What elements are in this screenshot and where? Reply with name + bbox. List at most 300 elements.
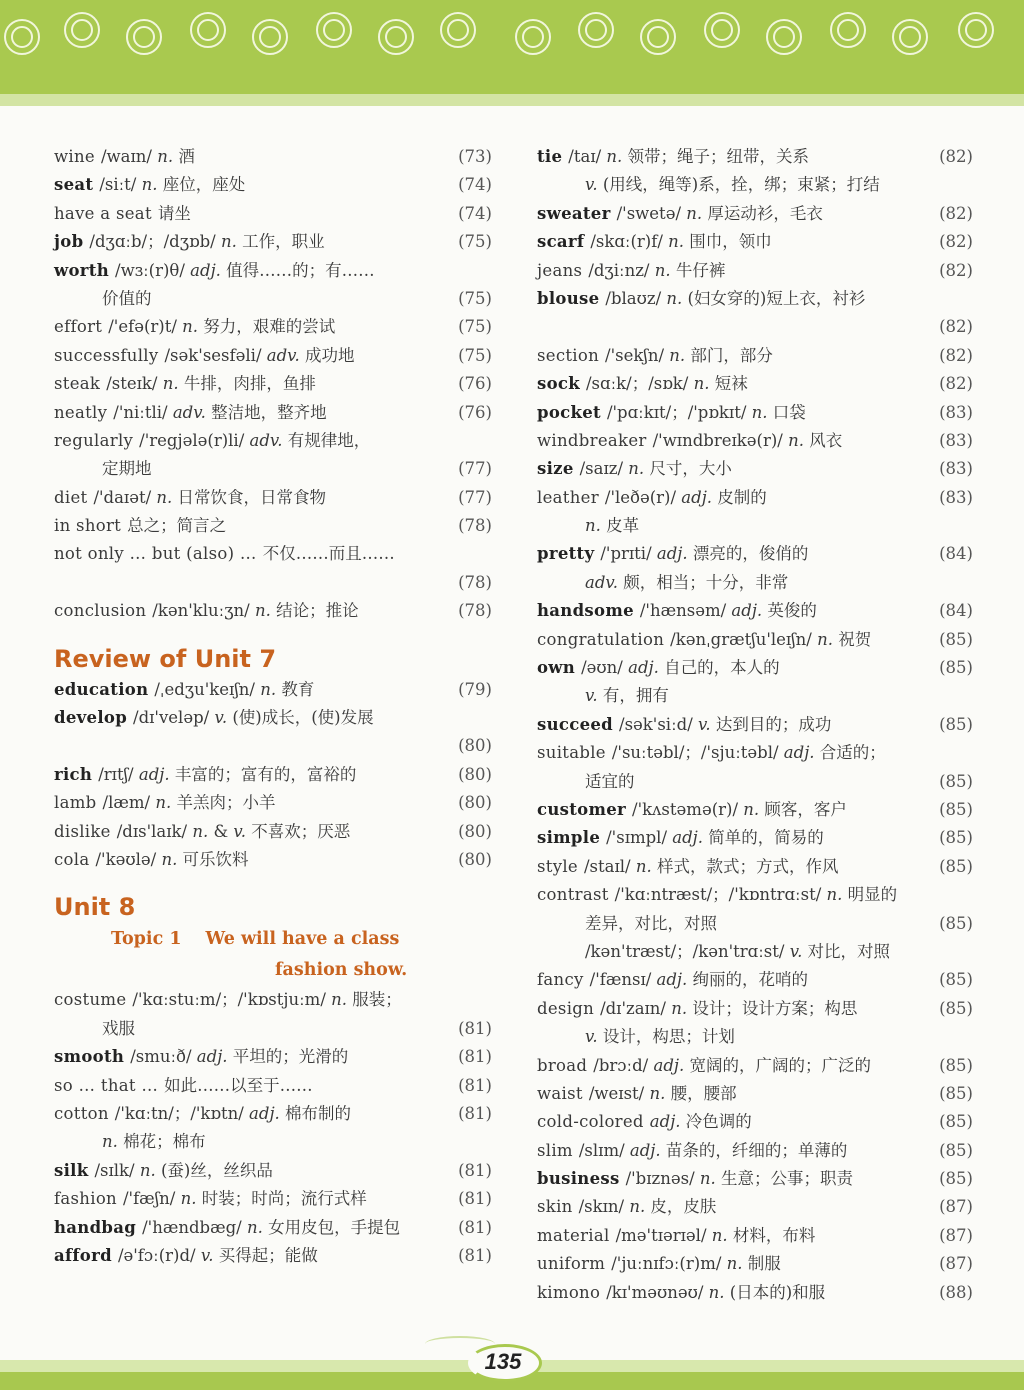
entry-word: size [537, 459, 574, 479]
part-of-speech: n. [162, 374, 179, 394]
vocabulary-entry [537, 540, 973, 568]
vocabulary-entry [537, 257, 973, 285]
vocabulary-entry [537, 313, 973, 341]
part-of-speech: n. [606, 147, 623, 166]
entry-word: own [537, 658, 576, 678]
entry-word: cotton [54, 1103, 109, 1123]
entry-definition: /'wɪndbreɪkə(r)/ n. 风衣 [652, 430, 843, 450]
vocabulary-entry [537, 853, 973, 881]
entry-page-ref: (80) [458, 736, 492, 756]
entry-definition: /rɪtʃ/ adj. 丰富的；富有的，富裕的 [98, 764, 357, 784]
part-of-speech: n. [726, 1254, 743, 1274]
entry-page-ref: (75) [458, 317, 492, 337]
entry-definition: /smuːð/ adj. 平坦的；光滑的 [130, 1047, 349, 1067]
entry-page-ref: (82) [939, 374, 973, 394]
entry-page-ref: (83) [939, 487, 973, 507]
entry-word: tie [537, 147, 563, 166]
entry-definition: /sək'siːd/ v. 达到目的；成功 [619, 714, 832, 734]
entry-definition: /waɪn/ n. 酒 [101, 147, 195, 166]
entry-page-ref: (87) [939, 1197, 973, 1217]
vocabulary-entry [54, 986, 492, 1014]
part-of-speech: n. [182, 317, 199, 337]
part-of-speech: n. [666, 288, 683, 308]
entry-definition: /slɪm/ adj. 苗条的，纤细的；单薄的 [578, 1140, 848, 1160]
vocabulary-entry [537, 966, 973, 994]
part-of-speech: n. [788, 430, 804, 450]
header-strip [0, 94, 1024, 106]
vocabulary-entry [537, 1222, 973, 1250]
entry-word: smooth [54, 1047, 125, 1067]
part-of-speech: adj. [190, 260, 221, 280]
entry-word: cold-colored [537, 1112, 644, 1132]
vocabulary-entry [54, 676, 492, 704]
ring-decoration-icon [378, 19, 414, 55]
part-of-speech: n. [668, 232, 685, 252]
part-of-speech: n. [585, 516, 601, 536]
vocabulary-entry [537, 1052, 973, 1080]
entry-word: succeed [537, 714, 614, 734]
vocabulary-entry [54, 342, 492, 370]
entry-word: job [54, 232, 84, 252]
entry-definition: v. 有，拥有 [585, 686, 669, 706]
vocabulary-entry [537, 171, 973, 199]
section-heading: Review of Unit 7 [54, 644, 277, 673]
entry-word: scarf [537, 232, 585, 252]
entry-page-ref: (77) [458, 459, 492, 479]
entry-definition: /wɜː(r)θ/ adj. 值得……的；有…… [115, 260, 375, 280]
vocabulary-entry [537, 1137, 973, 1165]
ring-decoration-icon [515, 19, 551, 55]
vocabulary-entry [54, 399, 492, 427]
part-of-speech: adv. [266, 345, 300, 365]
vocabulary-entry [537, 995, 973, 1023]
entry-definition: /dɪ'veləp/ v. (使)成长，(使)发展 [133, 708, 374, 728]
ring-decoration-icon [892, 19, 928, 55]
entry-page-ref: (74) [458, 175, 492, 195]
entry-definition: /siːt/ n. 座位，座处 [99, 175, 246, 195]
entry-page-ref: (85) [939, 1112, 973, 1132]
vocabulary-entry [537, 455, 973, 483]
entry-word: steak [54, 374, 101, 394]
part-of-speech: adj. [783, 743, 815, 763]
vocabulary-entry [537, 739, 973, 767]
entry-definition: 如此……以至于…… [164, 1075, 313, 1095]
vocabulary-entry [54, 1072, 492, 1100]
part-of-speech: v. [698, 714, 711, 734]
part-of-speech: v. [585, 175, 598, 195]
entry-page-ref: (79) [458, 679, 492, 699]
vocabulary-column-left [54, 143, 492, 1270]
entry-word: windbreaker [537, 430, 647, 450]
vocabulary-entry [54, 512, 492, 540]
vocabulary-entry [537, 370, 973, 398]
entry-page-ref: (85) [939, 856, 973, 876]
entry-page-ref: (88) [939, 1282, 973, 1302]
part-of-speech: adj. [681, 487, 713, 507]
topic-title: We will have a class [205, 929, 400, 950]
part-of-speech: n. [686, 203, 703, 223]
entry-definition: /'efə(r)t/ n. 努力，艰难的尝试 [108, 317, 336, 337]
entry-word: education [54, 679, 149, 699]
ring-decoration-icon [958, 12, 994, 48]
entry-definition: /saɪz/ n. 尺寸，大小 [579, 459, 732, 479]
entry-word: develop [54, 708, 128, 728]
part-of-speech: v. [214, 708, 228, 728]
entry-definition: /brɔːd/ adj. 宽阔的，广阔的；广泛的 [593, 1055, 871, 1075]
part-of-speech: n. [826, 885, 843, 905]
entry-page-ref: (85) [939, 1055, 973, 1075]
entry-page-ref: (80) [458, 821, 492, 841]
entry-word: jeans [537, 260, 583, 280]
entry-page-ref: (87) [939, 1254, 973, 1274]
entry-page-ref: (84) [939, 601, 973, 621]
entry-page-ref: (85) [939, 771, 973, 791]
part-of-speech: n. [817, 629, 833, 649]
entry-word: congratulation [537, 629, 665, 649]
entry-definition: /'sɪmpl/ adj. 简单的，简易的 [606, 828, 824, 848]
vocabulary-entry [54, 1242, 492, 1270]
part-of-speech: adv. [172, 402, 206, 422]
entry-word: design [537, 998, 595, 1018]
ring-decoration-icon [830, 12, 866, 48]
vocabulary-entry [537, 342, 973, 370]
part-of-speech: adj. [628, 658, 659, 678]
part-of-speech: n. [669, 345, 686, 365]
entry-word: business [537, 1169, 620, 1189]
vocabulary-entry [54, 455, 492, 483]
entry-page-ref: (75) [458, 288, 492, 308]
entry-definition: /kənˌgrætʃu'leɪʃn/ n. 祝贺 [670, 629, 872, 649]
entry-definition: /'pɑːkɪt/；/'pɒkɪt/ n. 口袋 [606, 402, 806, 422]
vocabulary-entry [54, 257, 492, 285]
entry-definition: /'kɑːstuːm/；/'kɒstjuːm/ n. 服装； [132, 990, 402, 1010]
entry-page-ref: (85) [939, 913, 973, 933]
entry-definition: /'regjələ(r)li/ adv. 有规律地， [139, 430, 371, 450]
entry-word: contrast [537, 885, 609, 905]
part-of-speech: n. [628, 459, 645, 479]
entry-page-ref: (82) [939, 317, 973, 337]
part-of-speech: adj. [196, 1047, 228, 1067]
vocabulary-entry [537, 796, 973, 824]
entry-definition: 请坐 [157, 203, 191, 223]
vocabulary-entry [54, 761, 492, 789]
part-of-speech: n. [156, 487, 173, 507]
entry-word: dislike [54, 821, 111, 841]
vocabulary-entry [54, 370, 492, 398]
vocabulary-entry [54, 1043, 492, 1071]
entry-page-ref: (81) [458, 1189, 492, 1209]
entry-definition: 戏服 [102, 1018, 135, 1038]
entry-word: so … that … [54, 1075, 159, 1095]
entry-definition: v. (用线，绳等)系，拴，绑；束紧；打结 [585, 175, 880, 195]
topic-label: Topic 1 [111, 929, 182, 950]
entry-definition: /sɪlk/ n. (蚕)丝，丝织品 [94, 1160, 273, 1180]
entry-page-ref: (80) [458, 764, 492, 784]
entry-page-ref: (83) [939, 402, 973, 422]
entry-word: diet [54, 487, 88, 507]
ring-decoration-icon [704, 12, 740, 48]
entry-word: silk [54, 1160, 89, 1180]
part-of-speech: v. [585, 686, 598, 706]
entry-page-ref: (84) [939, 544, 973, 564]
vocabulary-entry [54, 1015, 492, 1043]
part-of-speech: n. [693, 374, 710, 394]
entry-definition: /skɪn/ n. 皮，皮肤 [578, 1197, 717, 1217]
entry-definition: /'kʌstəmə(r)/ n. 顾客，客户 [632, 799, 847, 819]
entry-definition: /sək'sesfəli/ adv. 成功地 [164, 345, 355, 365]
entry-page-ref: (82) [939, 203, 973, 223]
entry-definition: /'niːtli/ adv. 整洁地，整齐地 [113, 402, 327, 422]
entry-definition: /weɪst/ n. 腰，腰部 [588, 1083, 737, 1103]
entry-word: section [537, 345, 600, 365]
entry-page-ref: (81) [458, 1047, 492, 1067]
entry-page-ref: (75) [458, 345, 492, 365]
entry-definition: n. 皮革 [585, 516, 640, 536]
vocabulary-entry [54, 1100, 492, 1128]
vocabulary-entry [537, 682, 973, 710]
part-of-speech: n. [180, 1189, 197, 1209]
entry-word: broad [537, 1055, 588, 1075]
entry-word: fashion [54, 1189, 117, 1209]
entry-page-ref: (81) [458, 1245, 492, 1265]
entry-page-ref: (78) [458, 516, 492, 536]
vocabulary-entry [537, 285, 973, 313]
entry-page-ref: (85) [939, 828, 973, 848]
vocabulary-entry [537, 1250, 973, 1278]
entry-page-ref: (82) [939, 345, 973, 365]
entry-definition: 总之；简言之 [127, 516, 227, 536]
vocabulary-entry [537, 1108, 973, 1136]
entry-definition: /sɑːk/；/sɒk/ n. 短袜 [585, 374, 748, 394]
page-number: 135 [484, 1349, 522, 1374]
entry-page-ref: (85) [939, 629, 973, 649]
entry-definition: /'kɑːntræst/；/'kɒntrɑːst/ n. 明显的 [614, 885, 898, 905]
entry-definition: 定期地 [102, 459, 152, 479]
vocabulary-entry [537, 1193, 973, 1221]
part-of-speech: v. [200, 1245, 214, 1265]
entry-word: worth [54, 260, 110, 280]
entry-definition: /taɪ/ n. 领带；绳子；纽带，关系 [568, 147, 810, 166]
entry-page-ref: (85) [939, 998, 973, 1018]
vocabulary-entry [537, 228, 973, 256]
vocabulary-entry [54, 285, 492, 313]
part-of-speech: n. [629, 1197, 646, 1217]
entry-word: neatly [54, 402, 108, 422]
entry-word: not only … but (also) … [54, 544, 257, 564]
entry-word: seat [54, 175, 94, 195]
entry-definition: /staɪl/ n. 样式，款式；方式，作风 [583, 856, 839, 876]
vocabulary-entry [54, 200, 492, 228]
ring-decoration-icon [64, 12, 100, 48]
part-of-speech: n. [711, 1225, 728, 1245]
part-of-speech: adj. [653, 1055, 685, 1075]
entry-word: successfully [54, 345, 159, 365]
vocabulary-entry [537, 1080, 973, 1108]
entry-word: conclusion [54, 601, 147, 621]
vocabulary-entry [537, 427, 973, 455]
vocabulary-entry [54, 818, 492, 846]
entry-word: kimono [537, 1282, 601, 1302]
entry-page-ref: (85) [939, 970, 973, 990]
header-band [0, 0, 1024, 94]
ring-decoration-icon [766, 19, 802, 55]
part-of-speech: v. [233, 821, 247, 841]
entry-word: costume [54, 990, 127, 1010]
entry-page-ref: (82) [939, 232, 973, 252]
vocabulary-entry [537, 399, 973, 427]
vocabulary-entry [54, 1128, 492, 1156]
vocabulary-entry [537, 654, 973, 682]
entry-word: leather [537, 487, 599, 507]
entry-page-ref: (78) [458, 601, 492, 621]
entry-word: in short [54, 516, 122, 536]
entry-definition: /dɪs'laɪk/ n. & v. 不喜欢；厌恶 [116, 821, 351, 841]
vocabulary-entry [54, 427, 492, 455]
section-heading: Unit 8 [54, 893, 136, 922]
vocabulary-entry [537, 910, 973, 938]
entry-word: have a seat [54, 203, 152, 223]
entry-page-ref: (83) [939, 459, 973, 479]
entry-word: material [537, 1225, 610, 1245]
vocabulary-entry [537, 512, 973, 540]
vocabulary-entry [54, 732, 492, 760]
page-number-badge [468, 1344, 542, 1382]
entry-word: wine [54, 147, 95, 166]
topic-heading [54, 955, 492, 986]
vocabulary-entry [54, 1185, 492, 1213]
entry-definition: /dɪ'zaɪn/ n. 设计；设计方案；构思 [600, 998, 858, 1018]
ring-decoration-icon [252, 19, 288, 55]
vocabulary-entry [54, 484, 492, 512]
entry-page-ref: (85) [939, 1140, 973, 1160]
vocabulary-entry [54, 143, 492, 171]
part-of-speech: n. [654, 260, 671, 280]
part-of-speech: v. [789, 941, 803, 961]
entry-page-ref: (85) [939, 799, 973, 819]
part-of-speech: n. [671, 998, 688, 1018]
vocabulary-entry [54, 228, 492, 256]
entry-definition: 差异，对比，对照 [585, 913, 717, 933]
entry-word: cola [54, 849, 90, 869]
entry-definition: /'sekʃn/ n. 部门，部分 [605, 345, 773, 365]
entry-word: slim [537, 1140, 573, 1160]
entry-page-ref: (80) [458, 849, 492, 869]
entry-definition: /'swetə/ n. 厚运动衫，毛衣 [616, 203, 823, 223]
part-of-speech: n. [751, 402, 768, 422]
entry-word: suitable [537, 743, 606, 763]
vocabulary-entry [54, 1214, 492, 1242]
entry-definition: /'juːnɪfɔː(r)m/ n. 制服 [611, 1254, 781, 1274]
entry-definition: /'kɑːtn/；/'kɒtn/ adj. 棉布制的 [114, 1103, 352, 1123]
vocabulary-entry [537, 143, 973, 171]
vocabulary-entry [537, 1279, 973, 1307]
vocabulary-entry [537, 768, 973, 796]
entry-word: pocket [537, 402, 601, 422]
part-of-speech: n. [260, 679, 277, 699]
entry-definition: /kən'træst/；/kən'trɑːst/ v. 对比，对照 [585, 941, 891, 961]
part-of-speech: adj. [249, 1103, 280, 1123]
entry-page-ref: (77) [458, 487, 492, 507]
entry-definition: /'kəʊlə/ n. 可乐饮料 [95, 849, 249, 869]
ring-decoration-icon [316, 12, 352, 48]
part-of-speech: adj. [629, 1140, 661, 1160]
part-of-speech: n. [743, 799, 760, 819]
part-of-speech: n. [699, 1169, 716, 1189]
entry-definition: /'bɪznəs/ n. 生意；公事；职责 [625, 1169, 853, 1189]
part-of-speech: n. [220, 232, 237, 252]
part-of-speech: n. [157, 147, 174, 166]
entry-word: style [537, 856, 578, 876]
vocabulary-entry [54, 313, 492, 341]
entry-definition: /læm/ n. 羊羔肉；小羊 [102, 793, 276, 813]
vocabulary-entry [54, 704, 492, 732]
entry-word: customer [537, 799, 627, 819]
entry-page-ref: (82) [939, 260, 973, 280]
entry-definition: 价值的 [102, 288, 152, 308]
vocabulary-entry [54, 846, 492, 874]
entry-definition: adv. 颇，相当；十分，非常 [585, 572, 789, 592]
entry-page-ref: (81) [458, 1160, 492, 1180]
entry-page-ref: (85) [939, 1083, 973, 1103]
entry-page-ref: (85) [939, 1169, 973, 1189]
part-of-speech: n. [102, 1132, 118, 1152]
entry-definition: /steɪk/ n. 牛排，肉排，鱼排 [106, 374, 316, 394]
entry-word: handsome [537, 601, 634, 621]
ring-decoration-icon [440, 12, 476, 48]
entry-word: sweater [537, 203, 611, 223]
part-of-speech: v. [585, 1027, 598, 1047]
entry-definition: /əʊn/ adj. 自己的，本人的 [581, 658, 780, 678]
part-of-speech: adj. [649, 1112, 681, 1132]
vocabulary-entry [537, 1165, 973, 1193]
entry-word: handbag [54, 1217, 137, 1237]
part-of-speech: n. [246, 1217, 263, 1237]
part-of-speech: n. [161, 849, 178, 869]
entry-word: skin [537, 1197, 573, 1217]
entry-definition: /'fænsɪ/ adj. 绚丽的，花哨的 [589, 970, 809, 990]
part-of-speech: adj. [656, 970, 688, 990]
entry-definition: /dʒiːnz/ n. 牛仔裤 [588, 260, 726, 280]
entry-page-ref: (85) [939, 714, 973, 734]
entry-definition: /'leðə(r)/ adj. 皮制的 [604, 487, 767, 507]
ring-decoration-icon [640, 19, 676, 55]
entry-definition: v. 设计，构思；计划 [585, 1027, 735, 1047]
entry-definition: /dʒɑːb/；/dʒɒb/ n. 工作，职业 [89, 232, 325, 252]
entry-definition: /ə'fɔː(r)d/ v. 买得起；能做 [117, 1245, 318, 1265]
part-of-speech: n. [192, 821, 209, 841]
entry-definition: 适宜的 [585, 771, 635, 791]
part-of-speech: n. [708, 1282, 725, 1302]
entry-definition: /ˌedʒu'keɪʃn/ n. 教育 [154, 679, 315, 699]
entry-page-ref: (74) [458, 203, 492, 223]
entry-page-ref: (78) [458, 572, 492, 592]
ring-decoration-icon [126, 19, 162, 55]
part-of-speech: n. [139, 1160, 156, 1180]
entry-definition: /blaʊz/ n. (妇女穿的)短上衣，衬衫 [605, 288, 866, 308]
part-of-speech: n. [141, 175, 158, 195]
entry-page-ref: (81) [458, 1075, 492, 1095]
entry-word: uniform [537, 1254, 606, 1274]
part-of-speech: n. [254, 601, 271, 621]
entry-word: sock [537, 374, 580, 394]
entry-page-ref: (76) [458, 402, 492, 422]
entry-word: fancy [537, 970, 584, 990]
entry-word: effort [54, 317, 103, 337]
vocabulary-entry [537, 824, 973, 852]
part-of-speech: adv. [249, 430, 283, 450]
ring-decoration-icon [4, 19, 40, 55]
entry-word: pretty [537, 544, 595, 564]
